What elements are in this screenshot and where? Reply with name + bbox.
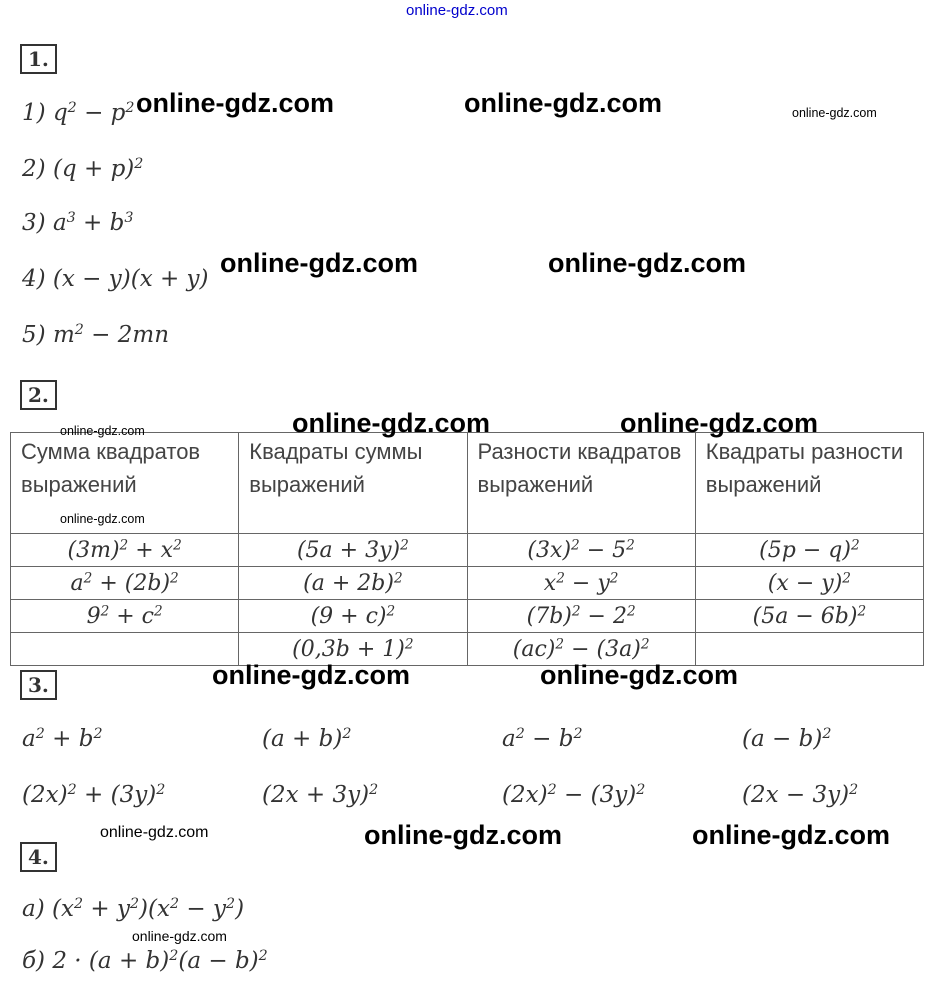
task-1-item-2: 2) $(q + p)^2$: [22, 156, 144, 182]
task-3-label: 3.: [20, 670, 57, 700]
table-header-row: [11, 433, 924, 534]
task-3-item: $a^2 - b^2$: [502, 726, 583, 752]
table-cell: $x^2 - y^2$: [467, 567, 695, 600]
watermark: online-gdz.com: [60, 424, 145, 438]
table-cell: $(x - y)^2$: [695, 567, 923, 600]
task-1-item-1: 1) $q^2 - p^2$: [22, 100, 135, 126]
table-row: [11, 600, 924, 633]
watermark: online-gdz.com: [464, 88, 662, 118]
watermark: online-gdz.com: [132, 928, 227, 944]
task-3-item: $(2x + 3y)^2$: [262, 782, 379, 808]
table-cell: $(5p - q)^2$: [695, 534, 923, 567]
table-cell: $(0,3b + 1)^2$: [239, 633, 467, 666]
table-header: Квадраты разности выражений: [695, 433, 923, 534]
task-1-label: 1.: [20, 44, 57, 74]
task-3-item: $(a + b)^2$: [262, 726, 352, 752]
watermark: online-gdz.com: [220, 248, 418, 278]
watermark: online-gdz.com: [136, 88, 334, 118]
watermark: online-gdz.com: [100, 824, 209, 841]
table-header: Разности квадратов выражений: [467, 433, 695, 534]
watermark: online-gdz.com: [364, 820, 562, 850]
table-cell: $a^2 + (2b)^2$: [11, 567, 239, 600]
task-4-item-a: а) $(x^2 + y^2)(x^2 - y^2)$: [22, 896, 245, 922]
task-1-item-4: 4) (x − y)(x + y): [22, 266, 209, 292]
table-cell: $(9 + c)^2$: [239, 600, 467, 633]
task-3-item: $(a - b)^2$: [742, 726, 832, 752]
table-cell: [11, 633, 239, 666]
watermark: online-gdz.com: [60, 512, 145, 526]
task-3-item: $(2x)^2 + (3y)^2$: [22, 782, 166, 808]
table-row: [11, 567, 924, 600]
task-4-item-b: б) $2 \cdot (a + b)^2(a - b)^2$: [22, 948, 268, 974]
task-2-table: [10, 432, 924, 666]
table-cell: $(5a - 6b)^2$: [695, 600, 923, 633]
task-3-item: $a^2 + b^2$: [22, 726, 103, 752]
table-cell: $9^2 + c^2$: [11, 600, 239, 633]
table-row: [11, 534, 924, 567]
task-1-item-5: 5) $m^2 - 2mn$: [22, 322, 170, 348]
table-cell: $(3m)^2 + x^2$: [11, 534, 239, 567]
watermark: online-gdz.com: [292, 408, 490, 438]
table-header: Квадраты суммы выражений: [239, 433, 467, 534]
table-row: [11, 633, 924, 666]
task-1-item-3: 3) $a^3 + b^3$: [22, 210, 134, 236]
table-cell: $(ac)^2 - (3a)^2$: [467, 633, 695, 666]
watermark: online-gdz.com: [620, 408, 818, 438]
table-cell: $(5a + 3y)^2$: [239, 534, 467, 567]
task-4-label: 4.: [20, 842, 57, 872]
watermark: online-gdz.com: [548, 248, 746, 278]
watermark: online-gdz.com: [792, 106, 877, 120]
task-3-item: $(2x)^2 - (3y)^2$: [502, 782, 646, 808]
table-cell: $(7b)^2 - 2^2$: [467, 600, 695, 633]
table-cell: $(3x)^2 - 5^2$: [467, 534, 695, 567]
watermark-top: online-gdz.com: [406, 2, 508, 19]
table-cell: $(a + 2b)^2$: [239, 567, 467, 600]
watermark: online-gdz.com: [212, 660, 410, 690]
task-3-item: $(2x - 3y)^2$: [742, 782, 859, 808]
table-header: Сумма квадратов выражений: [11, 433, 239, 534]
watermark: online-gdz.com: [540, 660, 738, 690]
watermark: online-gdz.com: [692, 820, 890, 850]
task-2-label: 2.: [20, 380, 57, 410]
